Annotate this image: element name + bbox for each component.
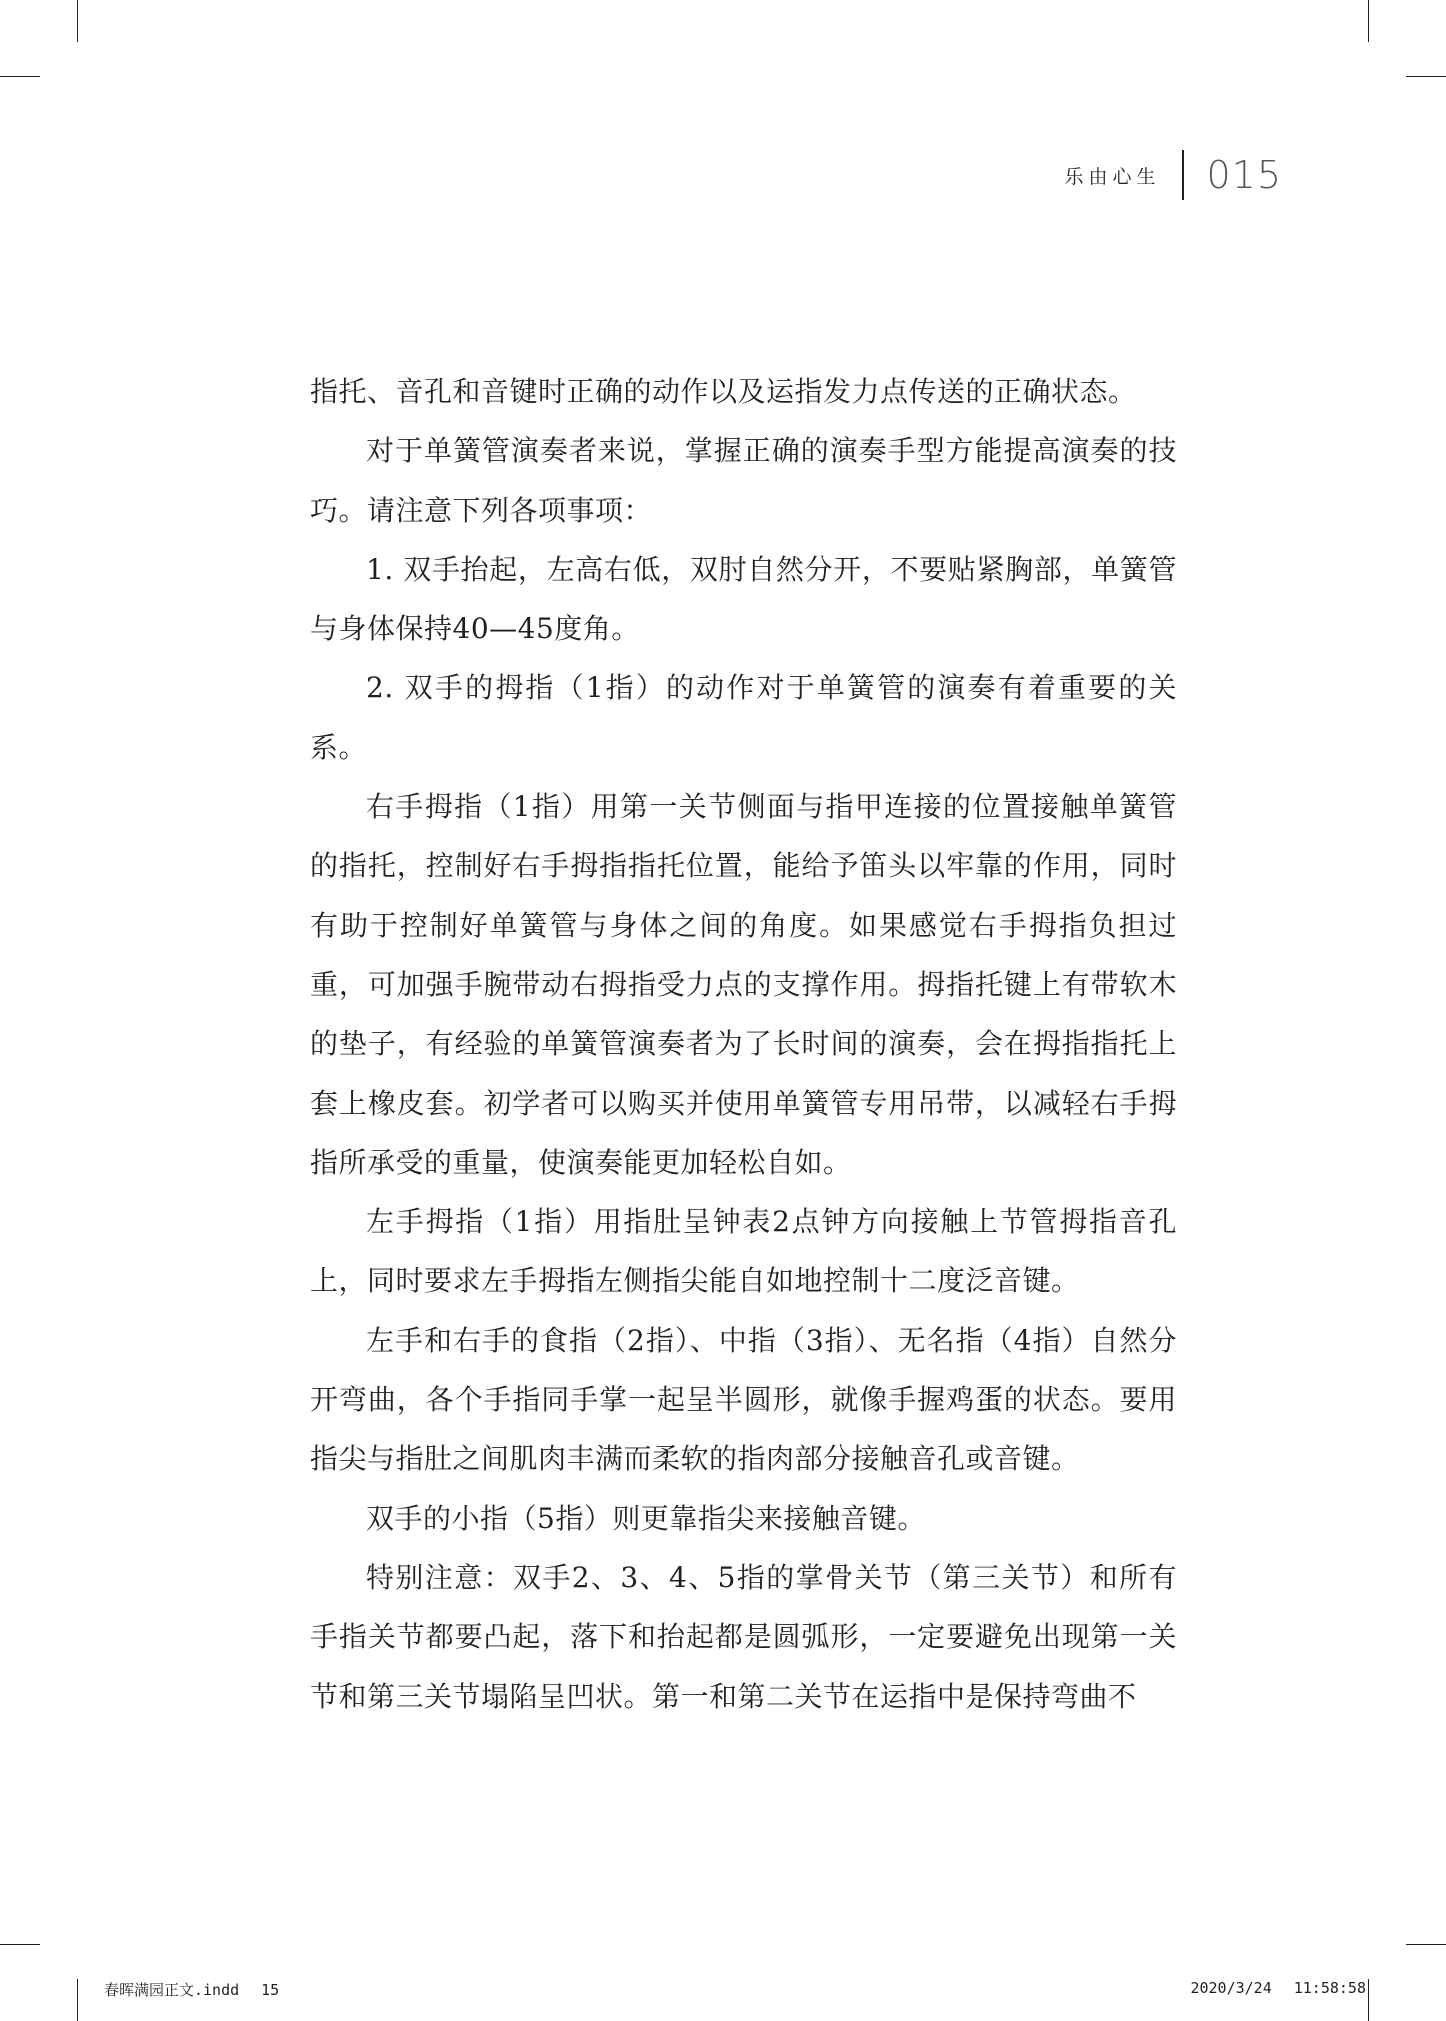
slug-page: 15	[261, 1981, 280, 1999]
running-head-title: 乐由心生	[1064, 165, 1161, 188]
crop-mark-top-right-vertical	[1368, 0, 1369, 42]
paragraph: 左手拇指（1指）用指肚呈钟表2点钟方向接触上节管拇指音孔上，同时要求左手拇指左侧指尖能自如地控制十二度泛音键。	[310, 1205, 1177, 1298]
paragraph-continued: 指托、音孔和音键时正确的动作以及运指发力点传送的正确状态。	[310, 375, 1137, 408]
slug-filename: 春晖满园正文.indd	[104, 1981, 240, 1999]
crop-mark-top-left-horizontal	[0, 76, 40, 77]
crop-mark-bottom-left-vertical	[77, 1979, 78, 2021]
slug-date: 2020/3/24	[1190, 1979, 1272, 1997]
crop-mark-bottom-right-vertical	[1368, 1979, 1369, 2021]
paragraph: 对于单簧管演奏者来说，掌握正确的演奏手型方能提高演奏的技巧。请注意下列各项事项：	[310, 434, 1177, 527]
body-text	[310, 362, 1177, 1726]
slug-timestamp	[1190, 1979, 1366, 1997]
paragraph: 右手拇指（1指）用第一关节侧面与指甲连接的位置接触单簧管的指托，控制好右手拇指指托位置，能给予笛头以牢靠的作用，同时有助于控制好单簧管与身体之间的角度。如果感觉右手拇指负担过重，可加强手腕带动右拇指受力点的支撑作用。拇指托键上有带软木的垫子，有经验的单簧管演奏者为了长时间的演奏，会在拇指指托上套上橡皮套。初学者可以购买并使用单簧管专用吊带，以减轻右手拇指所承受的重量，使演奏能更加轻松自如。	[310, 790, 1177, 1179]
paragraph: 左手和右手的食指（2指）、中指（3指）、无名指（4指）自然分开弯曲，各个手指同手掌一起呈半圆形，就像手握鸡蛋的状态。要用指尖与指肚之间肌肉丰满而柔软的指肉部分接触音孔或音键。	[310, 1323, 1177, 1476]
paragraph: 双手的小指（5指）则更靠指尖来接触音键。	[366, 1501, 926, 1535]
crop-mark-top-left-vertical	[77, 0, 78, 42]
crop-mark-bottom-right-horizontal	[1406, 1944, 1446, 1945]
paragraph-item-1: 1. 双手抬起，左高右低，双肘自然分开，不要贴紧胸部，单簧管与身体保持40—45度角。	[310, 552, 1177, 646]
crop-mark-top-right-horizontal	[1406, 76, 1446, 77]
running-head	[1064, 150, 1282, 200]
crop-mark-bottom-left-horizontal	[0, 1944, 40, 1945]
paragraph: 特别注意：双手2、3、4、5指的掌骨关节（第三关节）和所有手指关节都要凸起，落下和抬起都是圆弧形，一定要避免出现第一关节和第三关节塌陷呈凹状。第一和第二关节在运指中是保持弯曲不	[310, 1560, 1177, 1713]
page-number: 015	[1206, 153, 1282, 197]
slug-file-info	[104, 1979, 279, 2000]
slug-time: 11:58:58	[1293, 1979, 1366, 1997]
paragraph-item-2: 2. 双手的拇指（1指）的动作对于单簧管的演奏有着重要的关系。	[310, 671, 1177, 764]
running-head-divider	[1182, 150, 1184, 200]
